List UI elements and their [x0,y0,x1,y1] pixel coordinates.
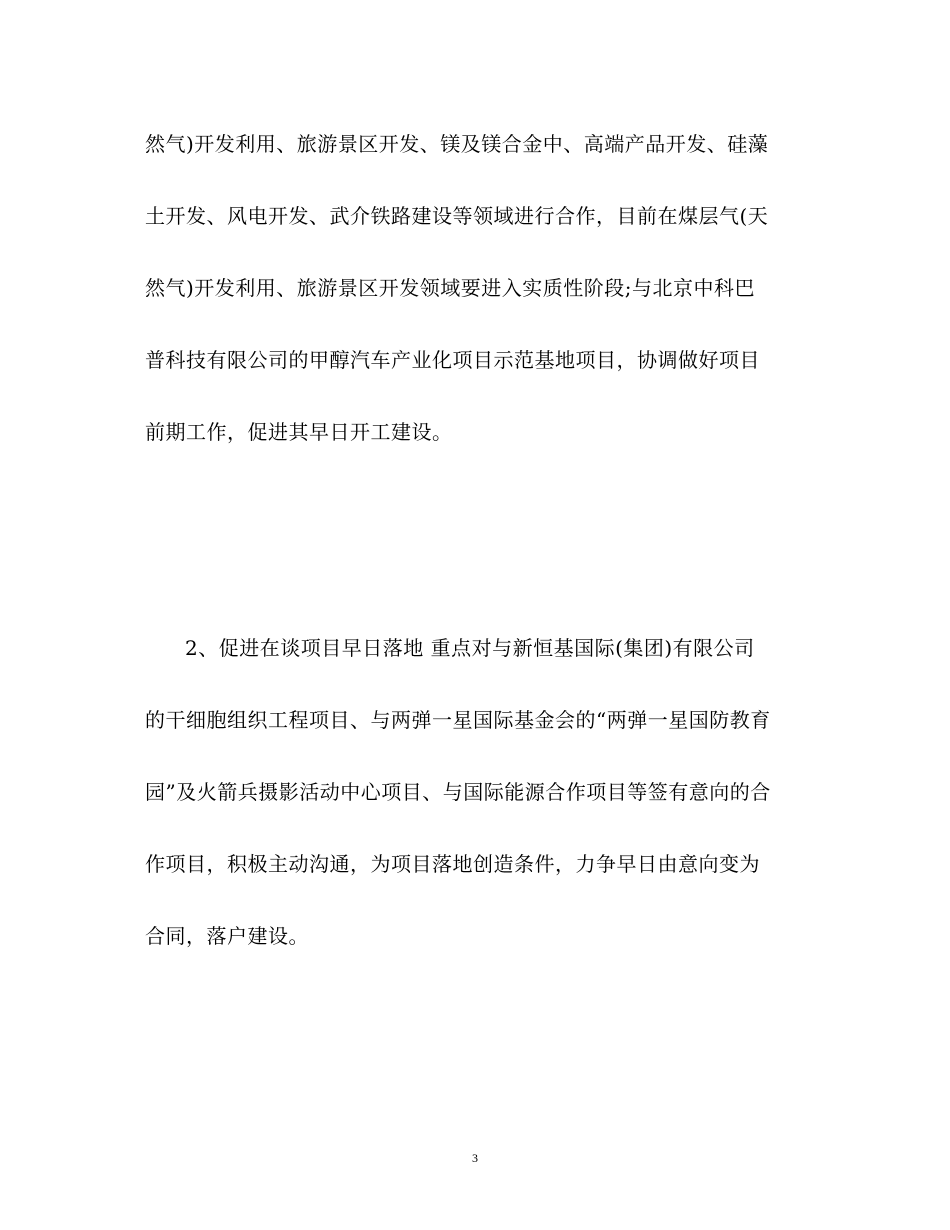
paragraph-2-line-2: 的干细胞组织工程项目、与两弹一星国际基金会的“两弹一星国防教育 [145,708,771,732]
paragraph-2-line-4: 作项目，积极主动沟通，为项目落地创造条件，力争早日由意向变为 [145,852,760,876]
paragraph-1-line-3: 然气)开发利用、旅游景区开发领域要进入实质性阶段;与北京中科巴 [145,276,756,300]
paragraph-1-line-5: 前期工作，促进其早日开工建设。 [145,420,453,444]
paragraph-1-line-2: 土开发、风电开发、武介铁路建设等领域进行合作，目前在煤层气(天 [145,204,769,228]
paragraph-2-line-1: 2、促进在谈项目早日落地 重点对与新恒基国际(集团)有限公司 [185,636,755,660]
paragraph-2-line-3: 园”及火箭兵摄影活动中心项目、与国际能源合作项目等签有意向的合 [145,780,771,804]
paragraph-1-line-4: 普科技有限公司的甲醇汽车产业化项目示范基地项目，协调做好项目 [145,348,760,372]
paragraph-2-line-5: 合同，落户建设。 [145,924,309,948]
paragraph-1-line-1: 然气)开发利用、旅游景区开发、镁及镁合金中、高端产品开发、硅藻 [145,132,769,156]
page-number: 3 [472,1151,478,1165]
